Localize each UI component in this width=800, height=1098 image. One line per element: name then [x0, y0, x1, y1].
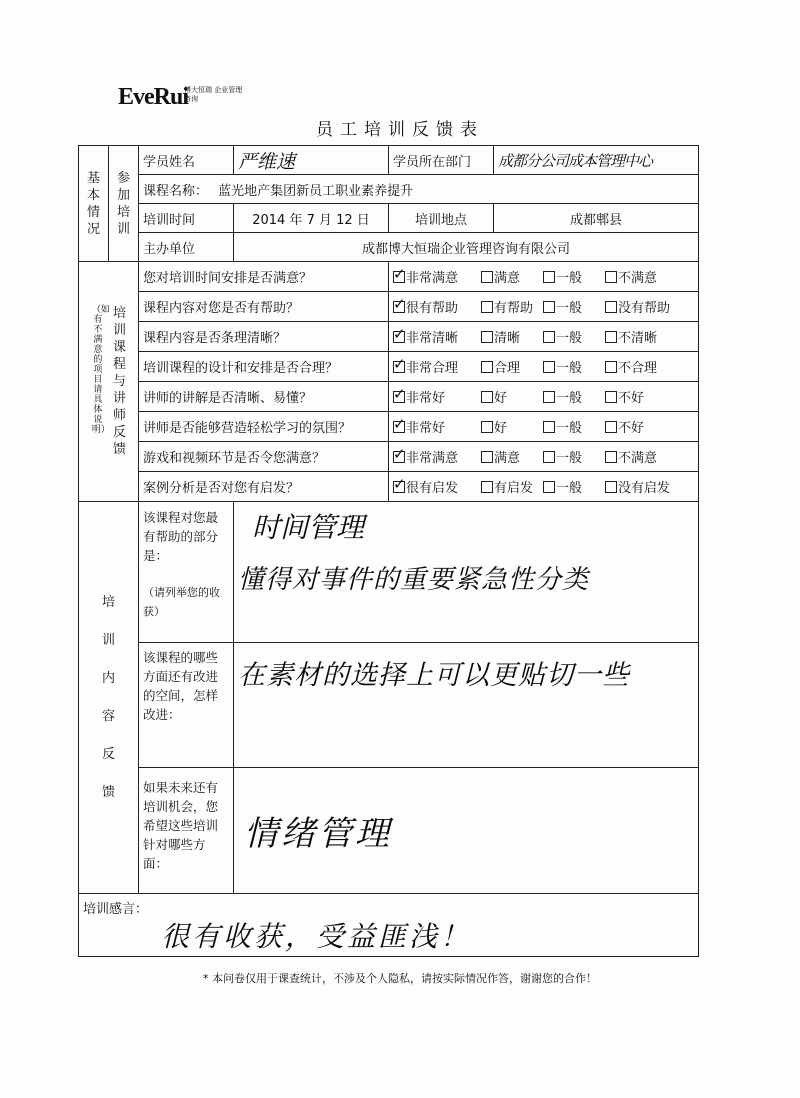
question-text: 案例分析是否对您有启发？ — [139, 472, 389, 502]
section-content-label: 培训内容反馈 — [79, 502, 139, 894]
checkbox[interactable] — [605, 421, 617, 433]
feelings-answer[interactable]: 很有收获，受益匪浅！ — [161, 920, 472, 953]
checkbox[interactable] — [605, 331, 617, 343]
option[interactable]: ✓ 非常好 — [393, 417, 481, 436]
option[interactable]: ✓ 非常好 — [393, 387, 481, 406]
option-group — [389, 352, 699, 382]
option[interactable]: 一般 — [543, 417, 605, 436]
checkbox[interactable] — [543, 391, 555, 403]
checkbox[interactable] — [481, 481, 493, 493]
question-text: 课程内容对您是否有帮助？ — [139, 292, 389, 322]
course-name-label: 课程名称： — [143, 183, 209, 199]
section-attend-label: 参加培训 — [109, 146, 139, 262]
helpful-part-label-cell — [139, 502, 234, 643]
department-label: 学员所在部门 — [389, 146, 494, 175]
option-group — [389, 292, 699, 322]
training-location-label: 培训地点 — [389, 204, 494, 233]
option[interactable]: 不好 — [605, 417, 644, 436]
option[interactable]: 好 — [481, 387, 543, 406]
organizer-label: 主办单位 — [139, 233, 234, 262]
question-row — [79, 262, 699, 292]
future-topics-answer[interactable]: 情绪管理 — [234, 768, 699, 894]
option[interactable]: 有启发 — [481, 477, 543, 496]
checkbox-checked[interactable] — [393, 391, 405, 403]
option[interactable]: 有帮助 — [481, 297, 543, 316]
feedback-form — [78, 145, 699, 957]
checkbox[interactable] — [605, 301, 617, 313]
option[interactable]: 一般 — [543, 447, 605, 466]
student-name-value[interactable]: 严维速 — [234, 146, 389, 175]
option[interactable]: ✓ 非常满意 — [393, 447, 481, 466]
checkbox-checked[interactable] — [393, 271, 405, 283]
question-row — [79, 352, 699, 382]
question-row — [79, 472, 699, 502]
checkbox[interactable] — [481, 271, 493, 283]
question-text: 讲师是否能够营造轻松学习的氛围？ — [139, 412, 389, 442]
helpful-part-answer-line2: 懂得对事件的重要紧急性分类 — [238, 565, 590, 595]
question-row — [79, 442, 699, 472]
option[interactable]: 不合理 — [605, 357, 657, 376]
future-topics-label-cell — [139, 768, 234, 894]
option[interactable]: 不清晰 — [605, 327, 657, 346]
option[interactable]: 不满意 — [605, 267, 657, 286]
option-group — [389, 322, 699, 352]
checkbox[interactable] — [543, 331, 555, 343]
checkbox-checked[interactable] — [393, 421, 405, 433]
checkbox[interactable] — [543, 481, 555, 493]
question-text: 讲师的讲解是否清晰、易懂？ — [139, 382, 389, 412]
option-group — [389, 412, 699, 442]
option[interactable]: ✓ 很有帮助 — [393, 297, 481, 316]
option[interactable]: 不满意 — [605, 447, 657, 466]
checkbox[interactable] — [481, 331, 493, 343]
question-text: 游戏和视频环节是否令您满意？ — [139, 442, 389, 472]
course-name-value: 蓝光地产集团新员工职业素养提升 — [218, 183, 414, 199]
organizer-value: 成都博大恒瑞企业管理咨询有限公司 — [234, 233, 699, 262]
option[interactable]: 没有帮助 — [605, 297, 670, 316]
option[interactable]: 好 — [481, 417, 543, 436]
checkbox[interactable] — [543, 421, 555, 433]
option[interactable]: 一般 — [543, 297, 605, 316]
future-topics-label: 如果未来还有培训机会，您希望这些培训针对哪些方面： — [143, 780, 219, 871]
option[interactable]: ✓ 非常清晰 — [393, 327, 481, 346]
section-course-note: （如有不满意的项目请具体说明） — [91, 305, 110, 435]
student-name-label: 学员姓名 — [139, 146, 234, 175]
option-group — [389, 442, 699, 472]
checkbox[interactable] — [605, 481, 617, 493]
option[interactable]: 一般 — [543, 477, 605, 496]
helpful-part-label: 该课程对您最有帮助的部分是： — [143, 510, 219, 563]
checkbox[interactable] — [543, 451, 555, 463]
option[interactable]: 满意 — [481, 267, 543, 286]
option-group — [389, 472, 699, 502]
option[interactable]: 一般 — [543, 267, 605, 286]
checkbox[interactable] — [543, 361, 555, 373]
question-row — [79, 412, 699, 442]
option[interactable]: ✓ 非常合理 — [393, 357, 481, 376]
option-group — [389, 382, 699, 412]
checkbox[interactable] — [605, 361, 617, 373]
logo-subtext: 博大恒瑞 企业管理咨询 — [184, 86, 243, 103]
checkbox-checked[interactable] — [393, 451, 405, 463]
checkbox[interactable] — [481, 301, 493, 313]
checkbox[interactable] — [605, 391, 617, 403]
checkbox[interactable] — [481, 451, 493, 463]
option[interactable]: 没有启发 — [605, 477, 670, 496]
option[interactable]: 一般 — [543, 387, 605, 406]
option[interactable]: 一般 — [543, 357, 605, 376]
question-row — [79, 382, 699, 412]
option-group — [389, 262, 699, 292]
improvement-answer[interactable]: 在素材的选择上可以更贴切一些 — [234, 643, 699, 768]
question-text: 您对培训时间安排是否满意？ — [139, 262, 389, 292]
helpful-part-answer[interactable] — [234, 502, 699, 643]
option[interactable]: 清晰 — [481, 327, 543, 346]
question-row — [79, 322, 699, 352]
company-logo — [118, 84, 243, 110]
question-text: 课程内容是否条理清晰？ — [139, 322, 389, 352]
option[interactable]: ✓ 很有启发 — [393, 477, 481, 496]
department-value[interactable]: 成都分公司成本管理中心 — [494, 146, 699, 175]
helpful-part-answer-line1: 时间管理 — [252, 511, 365, 544]
question-text: 培训课程的设计和安排是否合理？ — [139, 352, 389, 382]
checkbox[interactable] — [605, 451, 617, 463]
section-basic-label: 基本情况 — [79, 146, 109, 262]
option[interactable]: 满意 — [481, 447, 543, 466]
section-course-label — [79, 262, 139, 502]
checkbox[interactable] — [481, 421, 493, 433]
footnote: * 本问卷仅用于课查统计，不涉及个人隐私，请按实际情况作答，谢谢您的合作！ — [203, 972, 597, 985]
course-name-row — [139, 175, 699, 204]
checkbox[interactable] — [481, 391, 493, 403]
section-course-main: 培训课程与讲师反馈 — [113, 306, 127, 457]
improvement-label-cell — [139, 643, 234, 768]
checkbox[interactable] — [605, 271, 617, 283]
feelings-cell — [79, 894, 699, 957]
option[interactable]: 一般 — [543, 327, 605, 346]
checkbox[interactable] — [481, 361, 493, 373]
logo-text: EveRui — [118, 84, 189, 110]
feelings-label: 培训感言： — [83, 902, 149, 917]
question-row — [79, 292, 699, 322]
training-time-label: 培训时间 — [139, 204, 234, 233]
checkbox-checked[interactable] — [393, 331, 405, 343]
training-location-value: 成都郫县 — [494, 204, 699, 233]
checkbox[interactable] — [543, 271, 555, 283]
checkbox[interactable] — [543, 301, 555, 313]
improvement-label: 该课程的哪些方面还有改进的空间，怎样改进： — [143, 650, 219, 722]
option[interactable]: 不好 — [605, 387, 644, 406]
option[interactable]: 合理 — [481, 357, 543, 376]
training-time-value: 2014 年 7 月 12 日 — [234, 204, 389, 233]
checkbox-checked[interactable] — [393, 361, 405, 373]
checkbox-checked[interactable] — [393, 301, 405, 313]
helpful-part-hint: （请列举您的收获） — [143, 586, 220, 618]
checkbox-checked[interactable] — [393, 481, 405, 493]
option[interactable]: ✓ 非常满意 — [393, 267, 481, 286]
form-title: 员工培训反馈表 — [316, 120, 484, 140]
